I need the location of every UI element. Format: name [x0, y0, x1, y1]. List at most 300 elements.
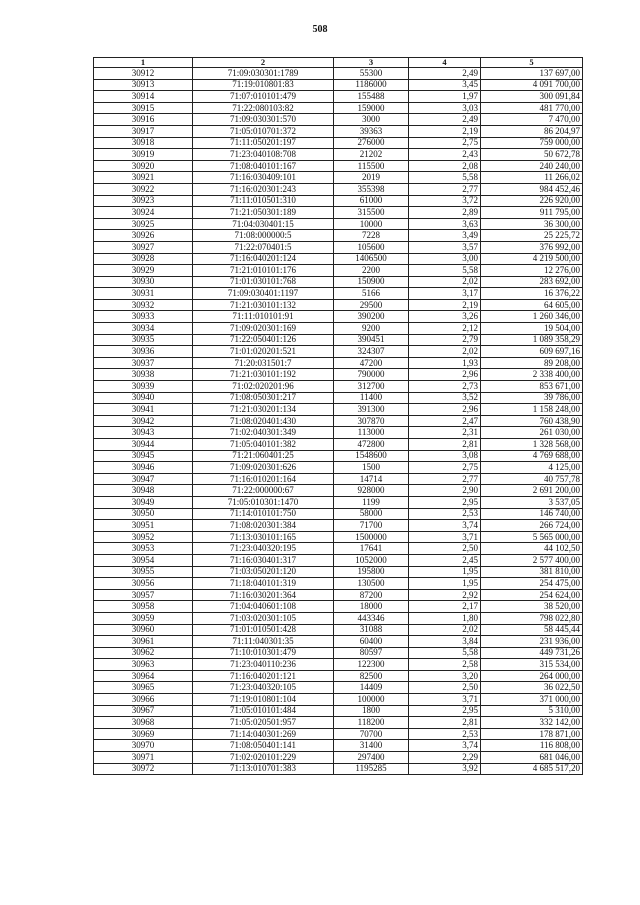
- table-row: [94, 728, 583, 740]
- area-cell: 18000: [334, 601, 409, 613]
- cadastral-number-cell: 71:23:040320:195: [193, 543, 334, 555]
- cadastral-number-cell: 71:05:010701:372: [193, 125, 334, 137]
- row-number-cell: 30912: [94, 68, 193, 80]
- value-cell: 5 310,00: [481, 705, 583, 717]
- row-number-cell: 30972: [94, 763, 193, 775]
- table-row: [94, 265, 583, 277]
- table-row: [94, 68, 583, 80]
- value-cell: 4 091 700,00: [481, 79, 583, 91]
- value-cell: 4 685 517,20: [481, 763, 583, 775]
- value-cell: 16 376,22: [481, 288, 583, 300]
- cadastral-number-cell: 71:21:060401:25: [193, 450, 334, 462]
- row-number-cell: 30949: [94, 496, 193, 508]
- rate-cell: 2,02: [409, 624, 481, 636]
- cadastral-number-cell: 71:14:040301:269: [193, 728, 334, 740]
- cadastral-number-cell: 71:16:020301:243: [193, 183, 334, 195]
- cadastral-number-cell: 71:14:010101:750: [193, 508, 334, 520]
- value-cell: 25 225,72: [481, 230, 583, 242]
- value-cell: 38 520,00: [481, 601, 583, 613]
- rate-cell: 2,92: [409, 589, 481, 601]
- cadastral-number-cell: 71:19:010801:104: [193, 694, 334, 706]
- value-cell: 1 158 248,00: [481, 404, 583, 416]
- row-number-cell: 30955: [94, 566, 193, 578]
- area-cell: 47200: [334, 357, 409, 369]
- row-number-cell: 30948: [94, 485, 193, 497]
- area-cell: 155488: [334, 91, 409, 103]
- row-number-cell: 30927: [94, 241, 193, 253]
- area-cell: 60400: [334, 636, 409, 648]
- table-row: [94, 276, 583, 288]
- cadastral-number-cell: 71:08:000000:5: [193, 230, 334, 242]
- row-number-cell: 30953: [94, 543, 193, 555]
- value-cell: 254 624,00: [481, 589, 583, 601]
- row-number-cell: 30928: [94, 253, 193, 265]
- cadastral-number-cell: 71:13:030101:165: [193, 531, 334, 543]
- rate-cell: 2,49: [409, 114, 481, 126]
- area-cell: 29500: [334, 299, 409, 311]
- value-cell: 137 697,00: [481, 68, 583, 80]
- cadastral-number-cell: 71:05:010101:484: [193, 705, 334, 717]
- rate-cell: 1,80: [409, 612, 481, 624]
- table-row: [94, 102, 583, 114]
- area-cell: 472800: [334, 439, 409, 451]
- row-number-cell: 30961: [94, 636, 193, 648]
- table-row: [94, 508, 583, 520]
- page-number: 508: [312, 24, 328, 35]
- cadastral-number-cell: 71:16:030409:101: [193, 172, 334, 184]
- value-cell: 44 102,50: [481, 543, 583, 555]
- area-cell: 118200: [334, 717, 409, 729]
- area-cell: 1406500: [334, 253, 409, 265]
- value-cell: 2 338 400,00: [481, 369, 583, 381]
- cadastral-number-cell: 71:07:010101:479: [193, 91, 334, 103]
- row-number-cell: 30966: [94, 694, 193, 706]
- row-number-cell: 30924: [94, 207, 193, 219]
- rate-cell: 3,45: [409, 79, 481, 91]
- table-row: [94, 218, 583, 230]
- table-row: [94, 589, 583, 601]
- rate-cell: 3,71: [409, 694, 481, 706]
- value-cell: 231 936,00: [481, 636, 583, 648]
- area-cell: 391300: [334, 404, 409, 416]
- row-number-cell: 30916: [94, 114, 193, 126]
- value-cell: 381 810,00: [481, 566, 583, 578]
- column-header-1: 1: [94, 58, 193, 68]
- value-cell: 609 697,16: [481, 346, 583, 358]
- cadastral-number-cell: 71:02:020201:96: [193, 381, 334, 393]
- row-number-cell: 30962: [94, 647, 193, 659]
- area-cell: 355398: [334, 183, 409, 195]
- cadastral-number-cell: 71:05:010301:1470: [193, 496, 334, 508]
- value-cell: 266 724,00: [481, 520, 583, 532]
- cadastral-value-table: [93, 57, 583, 775]
- rate-cell: 3,17: [409, 288, 481, 300]
- area-cell: 100000: [334, 694, 409, 706]
- rate-cell: 2,45: [409, 554, 481, 566]
- area-cell: 790000: [334, 369, 409, 381]
- row-number-cell: 30946: [94, 462, 193, 474]
- rate-cell: 2,81: [409, 439, 481, 451]
- row-number-cell: 30958: [94, 601, 193, 613]
- table-row: [94, 253, 583, 265]
- value-cell: 984 452,46: [481, 183, 583, 195]
- rate-cell: 2,77: [409, 183, 481, 195]
- rate-cell: 2,95: [409, 496, 481, 508]
- table-row: [94, 636, 583, 648]
- rate-cell: 1,97: [409, 91, 481, 103]
- cadastral-number-cell: 71:22:080103:82: [193, 102, 334, 114]
- area-cell: 58000: [334, 508, 409, 520]
- area-cell: 150900: [334, 276, 409, 288]
- area-cell: 159000: [334, 102, 409, 114]
- row-number-cell: 30959: [94, 612, 193, 624]
- row-number-cell: 30917: [94, 125, 193, 137]
- rate-cell: 2,96: [409, 404, 481, 416]
- row-number-cell: 30967: [94, 705, 193, 717]
- row-number-cell: 30913: [94, 79, 193, 91]
- value-cell: 86 204,97: [481, 125, 583, 137]
- table-row: [94, 125, 583, 137]
- cadastral-number-cell: 71:21:050301:189: [193, 207, 334, 219]
- table-row: [94, 520, 583, 532]
- rate-cell: 2,75: [409, 462, 481, 474]
- rate-cell: 2,50: [409, 682, 481, 694]
- cadastral-number-cell: 71:22:000000:67: [193, 485, 334, 497]
- cadastral-number-cell: 71:08:020401:430: [193, 415, 334, 427]
- cadastral-number-cell: 71:09:030401:1197: [193, 288, 334, 300]
- table-row: [94, 160, 583, 172]
- row-number-cell: 30940: [94, 392, 193, 404]
- table-row: [94, 91, 583, 103]
- table-row: [94, 369, 583, 381]
- row-number-cell: 30932: [94, 299, 193, 311]
- table-row: [94, 137, 583, 149]
- area-cell: 115500: [334, 160, 409, 172]
- value-cell: 315 534,00: [481, 659, 583, 671]
- row-number-cell: 30925: [94, 218, 193, 230]
- value-cell: 332 142,00: [481, 717, 583, 729]
- row-number-cell: 30945: [94, 450, 193, 462]
- cadastral-number-cell: 71:22:050401:126: [193, 334, 334, 346]
- table-row: [94, 485, 583, 497]
- row-number-cell: 30941: [94, 404, 193, 416]
- rate-cell: 2,08: [409, 160, 481, 172]
- cadastral-number-cell: 71:21:010101:176: [193, 265, 334, 277]
- area-cell: 9200: [334, 323, 409, 335]
- value-cell: 261 030,00: [481, 427, 583, 439]
- rate-cell: 3,03: [409, 102, 481, 114]
- row-number-cell: 30926: [94, 230, 193, 242]
- row-number-cell: 30936: [94, 346, 193, 358]
- rate-cell: 2,12: [409, 323, 481, 335]
- area-cell: 390200: [334, 311, 409, 323]
- area-cell: 122300: [334, 659, 409, 671]
- row-number-cell: 30943: [94, 427, 193, 439]
- row-number-cell: 30918: [94, 137, 193, 149]
- row-number-cell: 30921: [94, 172, 193, 184]
- area-cell: 390451: [334, 334, 409, 346]
- cadastral-number-cell: 71:16:030201:364: [193, 589, 334, 601]
- rate-cell: 2,95: [409, 705, 481, 717]
- rate-cell: 1,93: [409, 357, 481, 369]
- row-number-cell: 30964: [94, 670, 193, 682]
- rate-cell: 3,26: [409, 311, 481, 323]
- area-cell: 1186000: [334, 79, 409, 91]
- row-number-cell: 30938: [94, 369, 193, 381]
- value-cell: 853 671,00: [481, 381, 583, 393]
- rate-cell: 2,75: [409, 137, 481, 149]
- area-cell: 14714: [334, 473, 409, 485]
- area-cell: 2200: [334, 265, 409, 277]
- area-cell: 2019: [334, 172, 409, 184]
- rate-cell: 2,29: [409, 752, 481, 764]
- area-cell: 61000: [334, 195, 409, 207]
- table-row: [94, 149, 583, 161]
- table-row: [94, 612, 583, 624]
- table-row: [94, 763, 583, 775]
- value-cell: 89 208,00: [481, 357, 583, 369]
- value-cell: 4 125,00: [481, 462, 583, 474]
- rate-cell: 3,84: [409, 636, 481, 648]
- value-cell: 58 445,44: [481, 624, 583, 636]
- rate-cell: 2,53: [409, 508, 481, 520]
- row-number-cell: 30914: [94, 91, 193, 103]
- rate-cell: 2,02: [409, 276, 481, 288]
- value-cell: 3 537,05: [481, 496, 583, 508]
- table-row: [94, 404, 583, 416]
- rate-cell: 2,50: [409, 543, 481, 555]
- value-cell: 449 731,26: [481, 647, 583, 659]
- area-cell: 312700: [334, 381, 409, 393]
- rate-cell: 3,08: [409, 450, 481, 462]
- rate-cell: 3,20: [409, 670, 481, 682]
- rate-cell: 2,19: [409, 125, 481, 137]
- table-row: [94, 566, 583, 578]
- table-row: [94, 288, 583, 300]
- table-row: [94, 357, 583, 369]
- rate-cell: 2,58: [409, 659, 481, 671]
- value-cell: 264 000,00: [481, 670, 583, 682]
- value-cell: 911 795,00: [481, 207, 583, 219]
- table-row: [94, 659, 583, 671]
- rate-cell: 2,17: [409, 601, 481, 613]
- value-cell: 1 260 346,00: [481, 311, 583, 323]
- cadastral-number-cell: 71:11:010501:310: [193, 195, 334, 207]
- cadastral-number-cell: 71:02:040301:349: [193, 427, 334, 439]
- rate-cell: 2,47: [409, 415, 481, 427]
- row-number-cell: 30965: [94, 682, 193, 694]
- cadastral-number-cell: 71:10:010301:479: [193, 647, 334, 659]
- rate-cell: 5,58: [409, 172, 481, 184]
- rate-cell: 3,74: [409, 740, 481, 752]
- row-number-cell: 30929: [94, 265, 193, 277]
- row-number-cell: 30969: [94, 728, 193, 740]
- rate-cell: 2,89: [409, 207, 481, 219]
- table-row: [94, 496, 583, 508]
- table-row: [94, 473, 583, 485]
- table-header-row: [94, 58, 583, 68]
- table-row: [94, 543, 583, 555]
- value-cell: 300 091,84: [481, 91, 583, 103]
- area-cell: 3000: [334, 114, 409, 126]
- cadastral-number-cell: 71:01:030101:768: [193, 276, 334, 288]
- rate-cell: 2,02: [409, 346, 481, 358]
- cadastral-number-cell: 71:23:040320:105: [193, 682, 334, 694]
- area-cell: 17641: [334, 543, 409, 555]
- value-cell: 798 022,80: [481, 612, 583, 624]
- table-row: [94, 311, 583, 323]
- area-cell: 71700: [334, 520, 409, 532]
- value-cell: 1 089 358,29: [481, 334, 583, 346]
- value-cell: 40 757,78: [481, 473, 583, 485]
- value-cell: 283 692,00: [481, 276, 583, 288]
- cadastral-number-cell: 71:11:010101:91: [193, 311, 334, 323]
- table-row: [94, 705, 583, 717]
- row-number-cell: 30933: [94, 311, 193, 323]
- table-row: [94, 601, 583, 613]
- rate-cell: 3,92: [409, 763, 481, 775]
- rate-cell: 2,53: [409, 728, 481, 740]
- row-number-cell: 30920: [94, 160, 193, 172]
- row-number-cell: 30956: [94, 578, 193, 590]
- rate-cell: 3,63: [409, 218, 481, 230]
- value-cell: 1 328 568,00: [481, 439, 583, 451]
- cadastral-number-cell: 71:16:030401:317: [193, 554, 334, 566]
- row-number-cell: 30944: [94, 439, 193, 451]
- value-cell: 5 565 000,00: [481, 531, 583, 543]
- table-row: [94, 682, 583, 694]
- table-row: [94, 740, 583, 752]
- area-cell: 113000: [334, 427, 409, 439]
- row-number-cell: 30939: [94, 381, 193, 393]
- table-row: [94, 694, 583, 706]
- rate-cell: 1,95: [409, 578, 481, 590]
- area-cell: 5166: [334, 288, 409, 300]
- value-cell: 19 504,00: [481, 323, 583, 335]
- row-number-cell: 30931: [94, 288, 193, 300]
- table-row: [94, 183, 583, 195]
- area-cell: 11400: [334, 392, 409, 404]
- rate-cell: 3,57: [409, 241, 481, 253]
- area-cell: 1500: [334, 462, 409, 474]
- table-row: [94, 346, 583, 358]
- row-number-cell: 30950: [94, 508, 193, 520]
- value-cell: 371 000,00: [481, 694, 583, 706]
- value-cell: 240 240,00: [481, 160, 583, 172]
- row-number-cell: 30954: [94, 554, 193, 566]
- cadastral-number-cell: 71:04:040601:108: [193, 601, 334, 613]
- row-number-cell: 30937: [94, 357, 193, 369]
- table-body: [94, 68, 583, 775]
- area-cell: 307870: [334, 415, 409, 427]
- cadastral-number-cell: 71:01:020201:521: [193, 346, 334, 358]
- rate-cell: 2,73: [409, 381, 481, 393]
- row-number-cell: 30960: [94, 624, 193, 636]
- row-number-cell: 30919: [94, 149, 193, 161]
- row-number-cell: 30930: [94, 276, 193, 288]
- value-cell: 681 046,00: [481, 752, 583, 764]
- cadastral-number-cell: 71:08:020301:384: [193, 520, 334, 532]
- value-cell: 12 276,00: [481, 265, 583, 277]
- area-cell: 1500000: [334, 531, 409, 543]
- table-row: [94, 381, 583, 393]
- value-cell: 64 605,00: [481, 299, 583, 311]
- cadastral-number-cell: 71:19:010801:83: [193, 79, 334, 91]
- area-cell: 1800: [334, 705, 409, 717]
- row-number-cell: 30942: [94, 415, 193, 427]
- table-row: [94, 531, 583, 543]
- cadastral-number-cell: 71:22:070401:5: [193, 241, 334, 253]
- rate-cell: 3,49: [409, 230, 481, 242]
- rate-cell: 2,19: [409, 299, 481, 311]
- value-cell: 50 672,78: [481, 149, 583, 161]
- area-cell: 80597: [334, 647, 409, 659]
- value-cell: 39 786,00: [481, 392, 583, 404]
- rate-cell: 2,43: [409, 149, 481, 161]
- table-row: [94, 670, 583, 682]
- rate-cell: 3,71: [409, 531, 481, 543]
- cadastral-number-cell: 71:13:010701:383: [193, 763, 334, 775]
- area-cell: 1052000: [334, 554, 409, 566]
- table-row: [94, 717, 583, 729]
- table-row: [94, 462, 583, 474]
- cadastral-number-cell: 71:23:040110:236: [193, 659, 334, 671]
- cadastral-number-cell: 71:18:040101:319: [193, 578, 334, 590]
- value-cell: 2 691 200,00: [481, 485, 583, 497]
- value-cell: 760 438,90: [481, 415, 583, 427]
- table-row: [94, 439, 583, 451]
- row-number-cell: 30934: [94, 323, 193, 335]
- cadastral-number-cell: 71:21:030201:134: [193, 404, 334, 416]
- table-row: [94, 334, 583, 346]
- rate-cell: 2,96: [409, 369, 481, 381]
- rate-cell: 5,58: [409, 647, 481, 659]
- cadastral-number-cell: 71:09:020301:626: [193, 462, 334, 474]
- cadastral-number-cell: 71:16:010201:164: [193, 473, 334, 485]
- row-number-cell: 30963: [94, 659, 193, 671]
- table-row: [94, 230, 583, 242]
- row-number-cell: 30968: [94, 717, 193, 729]
- value-cell: 36 022,50: [481, 682, 583, 694]
- cadastral-number-cell: 71:09:030301:570: [193, 114, 334, 126]
- area-cell: 55300: [334, 68, 409, 80]
- table-row: [94, 415, 583, 427]
- rate-cell: 2,49: [409, 68, 481, 80]
- value-cell: 11 266,02: [481, 172, 583, 184]
- table-row: [94, 752, 583, 764]
- table-row: [94, 392, 583, 404]
- area-cell: 31400: [334, 740, 409, 752]
- table-row: [94, 241, 583, 253]
- table-row: [94, 195, 583, 207]
- area-cell: 1548600: [334, 450, 409, 462]
- area-cell: 105600: [334, 241, 409, 253]
- area-cell: 130500: [334, 578, 409, 590]
- value-cell: 36 300,00: [481, 218, 583, 230]
- table-row: [94, 172, 583, 184]
- area-cell: 443346: [334, 612, 409, 624]
- value-cell: 146 740,00: [481, 508, 583, 520]
- value-cell: 254 475,00: [481, 578, 583, 590]
- table-row: [94, 79, 583, 91]
- value-cell: 376 992,00: [481, 241, 583, 253]
- cadastral-number-cell: 71:05:020501:957: [193, 717, 334, 729]
- area-cell: 21202: [334, 149, 409, 161]
- rate-cell: 2,31: [409, 427, 481, 439]
- cadastral-number-cell: 71:09:030301:1789: [193, 68, 334, 80]
- table-row: [94, 450, 583, 462]
- area-cell: 70700: [334, 728, 409, 740]
